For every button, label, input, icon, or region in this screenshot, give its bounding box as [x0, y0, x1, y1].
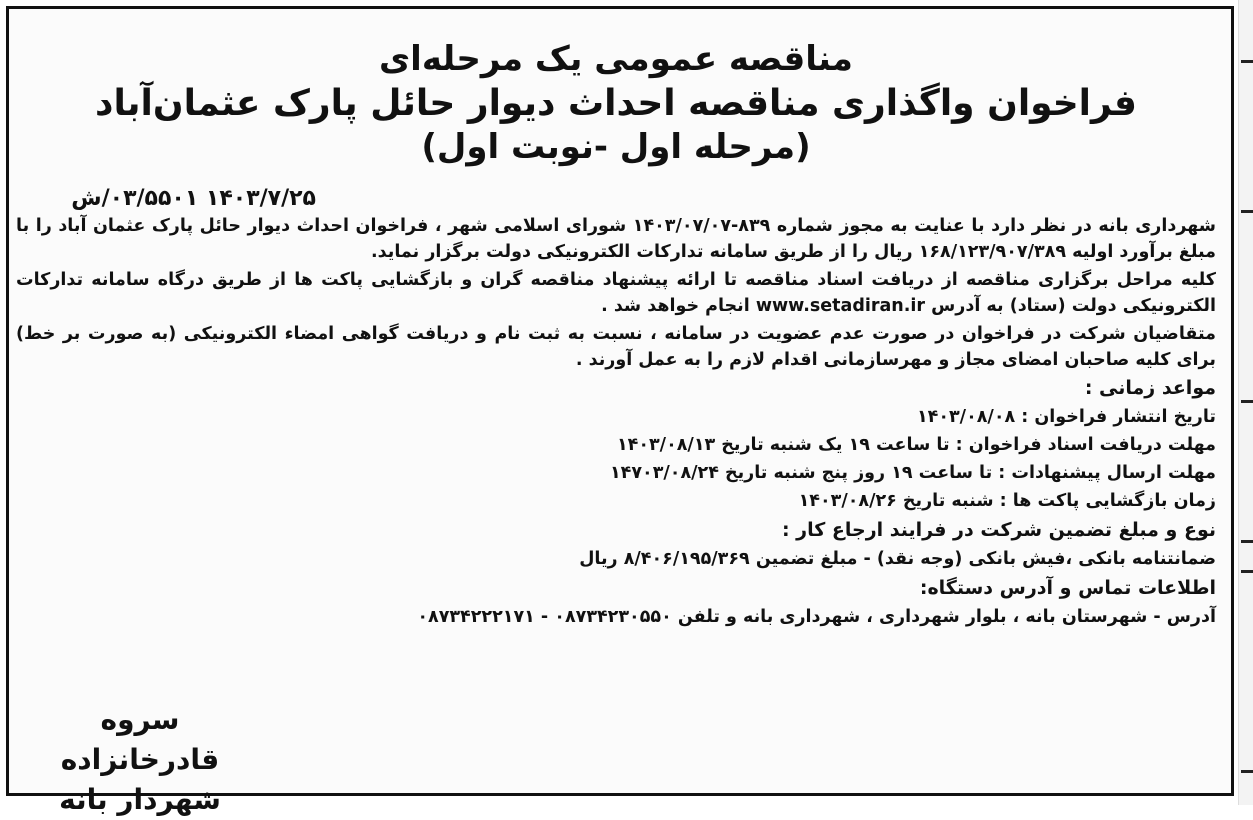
scan-edge	[1238, 0, 1253, 805]
schedule-heading: مواعد زمانی :	[1084, 376, 1216, 399]
paragraph-registration: متقاضیان شرکت در فراخوان در صورت عدم عضویت در سامانه ، نسبت به ثبت نام و دریافت گواهی امضاء الکترونیکی (به صورت بر خط) برای کلیه صاحبان امضای مجاز و مهرسازمانی اقدام لازم را به عمل آورند .	[16, 323, 1216, 370]
paragraph-procedure: کلیه مراحل برگزاری مناقصه از دریافت اسناد مناقصه تا ارائه پیشنهاد مناقصه گران و بازگشایی پاکت ها از طریق درگاه سامانه تدارکات الکترونیکی دولت (ستاد) به آدرس www.setadiran.ir انجام خواهد شد .	[16, 269, 1216, 316]
contact-heading: اطلاعات تماس و آدرس دستگاه:	[919, 576, 1216, 599]
signature-title: شهردار بانه	[59, 783, 221, 816]
guarantee-text: ضمانتنامه بانکی ،فیش بانکی (وجه نقد) - مبلغ تضمین ۸/۴۰۶/۱۹۵/۳۶۹ ریال	[579, 548, 1216, 569]
notice-title: مناقصه عمومی یک مرحله‌ای	[379, 39, 853, 79]
notice-stage: (مرحله اول -نوبت اول)	[421, 127, 811, 168]
guarantee-heading: نوع و مبلغ تضمین شرکت در فرایند ارجاع کار :	[781, 518, 1216, 541]
paragraph-intro: شهرداری بانه در نظر دارد با عنایت به مجوز شماره ۸۳۹-۱۴۰۳/۰۷/۰۷ شورای اسلامی شهر ، فراخوان احداث دیوار حائل پارک عثمان آباد را با مبلغ برآورد اولیه ۱۶۸/۱۲۳/۹۰۷/۳۸۹ ریال را از طریق سامانه تدارکات الکترونیکی دولت برگزار نماید.	[16, 215, 1217, 262]
schedule-item: مهلت دریافت اسناد فراخوان : تا ساعت ۱۹ یک شنبه تاریخ ۱۴۰۳/۰۸/۱۳	[616, 434, 1216, 455]
schedule-item: تاریخ انتشار فراخوان : ۱۴۰۳/۰۸/۰۸	[916, 406, 1216, 427]
notice-subtitle: فراخوان واگذاری مناقصه احداث دیوار حائل پارک عثمان‌آباد	[95, 83, 1137, 125]
signature-name: سروه قادرخانزاده	[60, 703, 220, 776]
contact-text: آدرس - شهرستان بانه ، بلوار شهرداری ، شهرداری بانه و تلفن ۰۸۷۳۴۲۳۰۵۵۰ - ۰۸۷۳۴۲۲۲۱۷۱	[417, 606, 1216, 627]
signature-block	[20, 700, 260, 820]
reference-number: ۱۴۰۳/۷/۲۵ ۰۳/۵۵۰۱/ش	[71, 185, 316, 211]
tender-notice	[16, 10, 1216, 631]
schedule-item: زمان بازگشایی پاکت ها : شنبه تاریخ ۱۴۰۳/۰۸/۲۶	[798, 490, 1216, 511]
schedule-item: مهلت ارسال پیشنهادات : تا ساعت ۱۹ روز پنج شنبه تاریخ ۱۴۷۰۳/۰۸/۲۴	[609, 462, 1216, 483]
